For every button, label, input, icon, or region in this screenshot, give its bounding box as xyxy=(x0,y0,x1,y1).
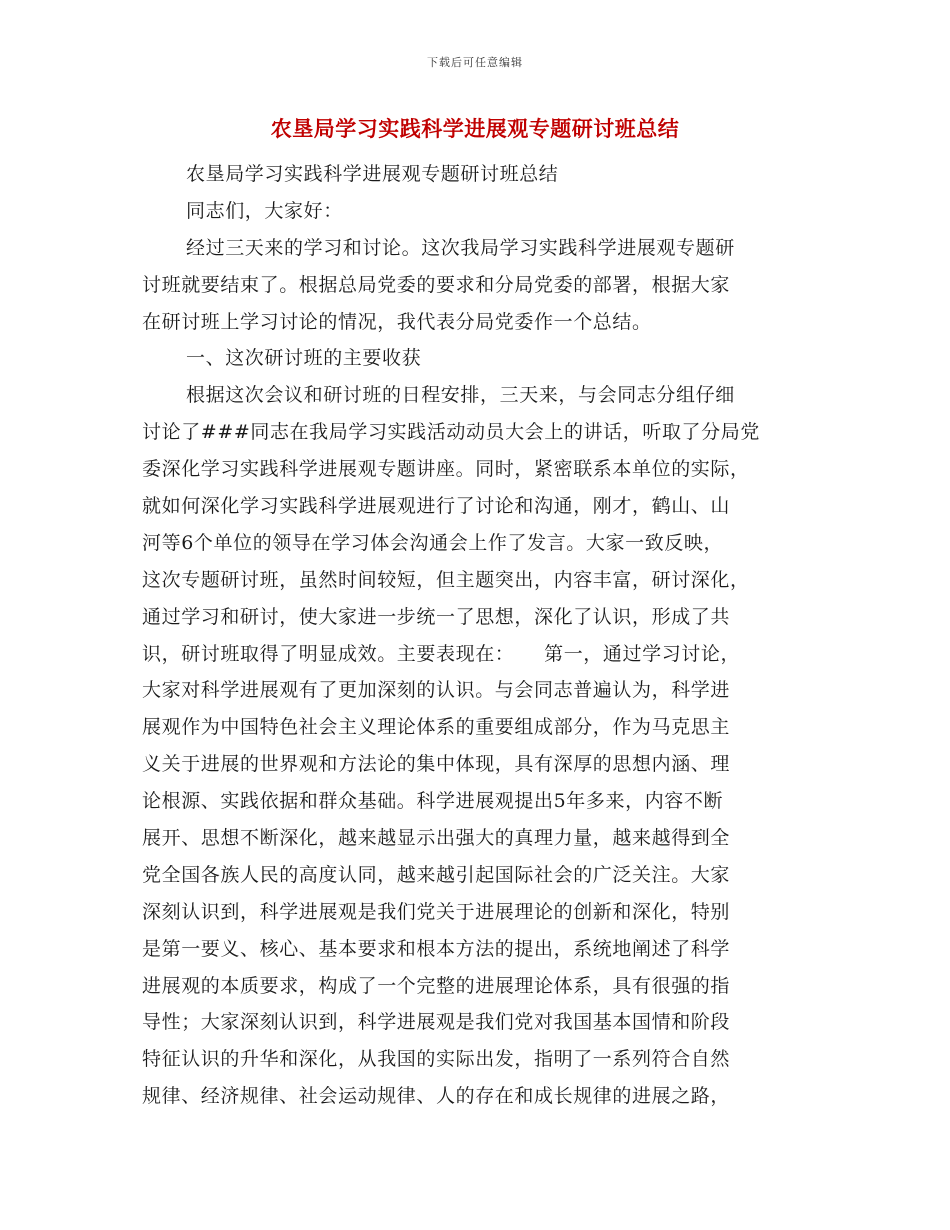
body-line: 在研讨班上学习讨论的情况，我代表分局党委作一个总结。 xyxy=(142,310,652,333)
body-line: 义关于进展的世界观和方法论的集中体现，具有深厚的思想内涵、理 xyxy=(142,753,731,776)
body-line: 讨班就要结束了。根据总局党委的要求和分局党委的部署，根据大家 xyxy=(142,273,731,296)
body-line: 这次专题研讨班，虽然时间较短，但主题突出，内容丰富，研讨深化， xyxy=(142,568,750,591)
body-line: 识，研讨班取得了明显成效。主要表现在： 第一，通过学习讨论， xyxy=(142,642,741,665)
body-line: 委深化学习实践科学进展观专题讲座。同时，紧密联系本单位的实际， xyxy=(142,458,750,481)
document-title: 农垦局学习实践科学进展观专题研讨班总结 xyxy=(270,116,680,141)
body-line: 就如何深化学习实践科学进展观进行了讨论和沟通，刚才，鹤山、山 xyxy=(142,495,731,518)
body-line: 规律、经济规律、社会运动规律、人的存在和成长规律的进展之路， xyxy=(142,1085,731,1108)
body-line: 讨论了###同志在我局学习实践活动动员大会上的讲话，听取了分局党 xyxy=(142,421,760,444)
body-line: 一、这次研讨班的主要收获 xyxy=(186,347,422,370)
body-line: 展开、思想不断深化，越来越显示出强大的真理力量，越来越得到全 xyxy=(142,827,731,850)
body-line: 党全国各族人民的高度认同，越来越引起国际社会的广泛关注。大家 xyxy=(142,863,731,886)
body-line: 特征认识的升华和深化，从我国的实际出发，指明了一系列符合自然 xyxy=(142,1048,731,1071)
header-note: 下载后可任意编辑 xyxy=(427,56,523,69)
body-line: 大家对科学进展观有了更加深刻的认识。与会同志普遍认为，科学进 xyxy=(142,679,731,702)
body-line: 同志们，大家好： xyxy=(186,199,343,222)
body-line: 论根源、实践依据和群众基础。科学进展观提出5年多来，内容不断 xyxy=(142,790,724,813)
document-body xyxy=(142,156,804,1115)
body-line: 农垦局学习实践科学进展观专题研讨班总结 xyxy=(186,163,559,185)
body-line: 是第一要义、核心、基本要求和根本方法的提出，系统地阐述了科学 xyxy=(142,937,731,960)
body-line: 河等6个单位的领导在学习体会沟通会上作了发言。大家一致反映， xyxy=(142,531,724,554)
body-line: 根据这次会议和研讨班的日程安排，三天来，与会同志分组仔细 xyxy=(186,384,735,407)
body-line: 深刻认识到，科学进展观是我们党关于进展理论的创新和深化，特别 xyxy=(142,900,731,923)
body-line: 进展观的本质要求，构成了一个完整的进展理论体系，具有很强的指 xyxy=(142,974,731,997)
body-line: 通过学习和研讨，使大家进一步统一了思想，深化了认识，形成了共 xyxy=(142,605,731,628)
body-line: 经过三天来的学习和讨论。这次我局学习实践科学进展观专题研 xyxy=(186,236,735,259)
body-line: 展观作为中国特色社会主义理论体系的重要组成部分，作为马克思主 xyxy=(142,716,731,739)
body-line: 导性；大家深刻认识到，科学进展观是我们党对我国基本国情和阶段 xyxy=(142,1011,731,1034)
